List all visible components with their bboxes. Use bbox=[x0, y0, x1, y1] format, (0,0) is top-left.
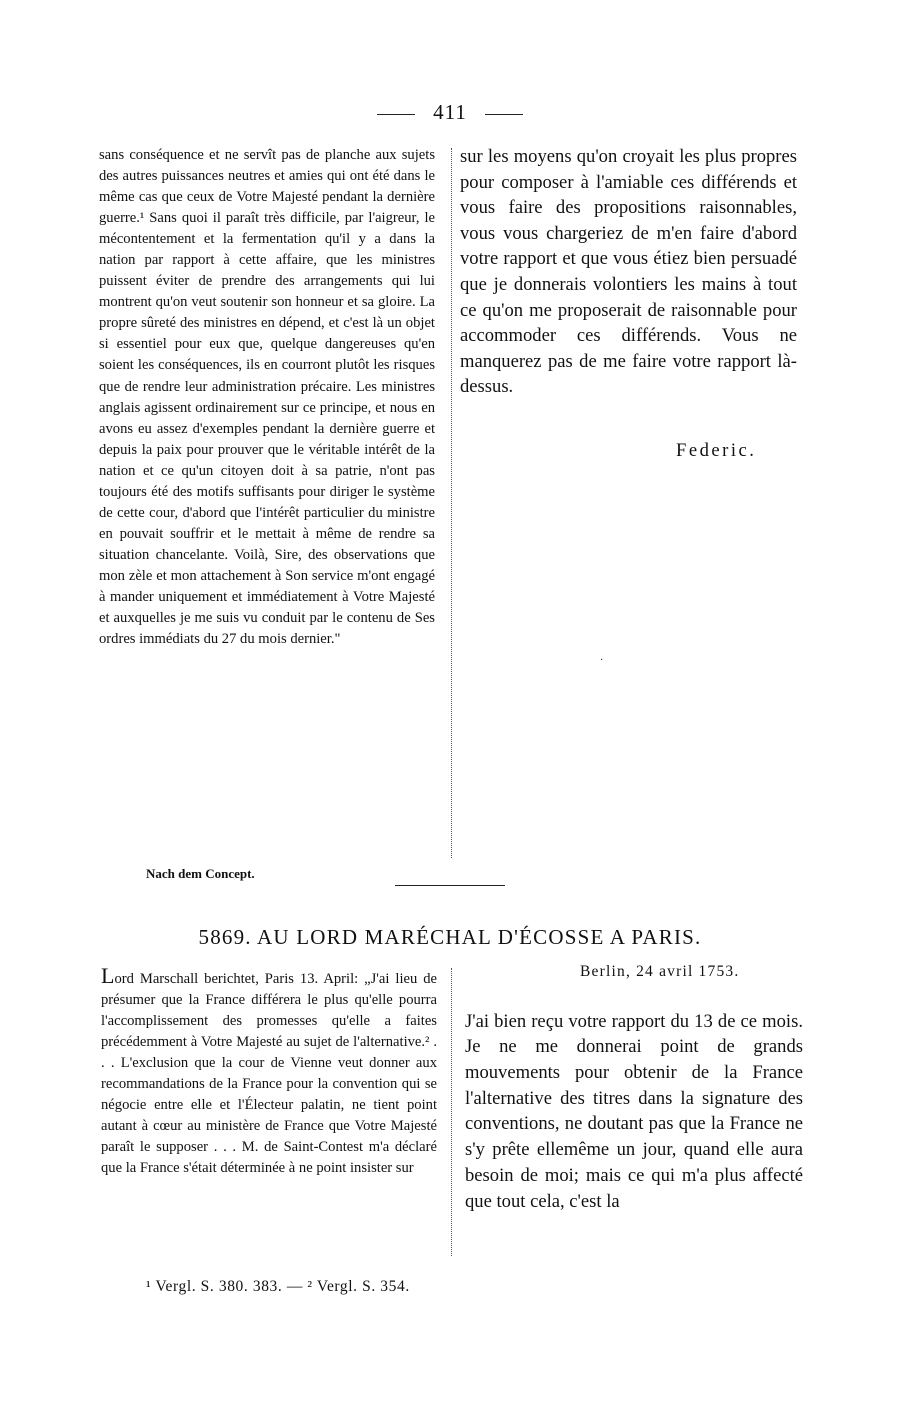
page-number-rule-right bbox=[485, 114, 523, 115]
report-left-column bbox=[101, 965, 437, 1179]
stray-mark: · bbox=[600, 655, 604, 666]
column-divider bbox=[451, 148, 452, 858]
page-number-text: 411 bbox=[433, 100, 467, 124]
dateline: Berlin, 24 avril 1753. bbox=[580, 963, 740, 980]
footnotes: ¹ Vergl. S. 380. 383. — ² Vergl. S. 354. bbox=[146, 1278, 410, 1295]
report-left-text: ord Marschall berichtet, Paris 13. April: „J'ai lieu de présumer que la France différera le plus qu'elle pourra l'accomplissement des promesses qu'elle a faites précédemment à Votre Majesté au sujet de l'alternative.² . . . L'exclusion que la cour de Vienne veut donner aux recommandations de la France pour la convention qui se négocie entre elle et l'Électeur palatin, ne tient point autant à cœur au ministère de France que Votre Majesté paraît le supposer . . . M. de Saint-Contest m'a déclaré que la France s'était déterminée à ne point insister sur bbox=[101, 971, 437, 1177]
letter-left-text: sans conséquence et ne servît pas de planche aux sujets des autres puissances neutres et amies qui ont été dans le même cas que ceux de Votre Majesté pendant la dernière guerre.¹ Sans quoi il paraît très difficile, par l'aigreur, le mécontentement et la fermentation qu'il y a dans la nation par rapport à cette affaire, que les ministres puissent éviter de prendre des arrangements qui lui montrent qu'on veut soutenir son honneur et sa gloire. La propre sûreté des ministres en dépend, et c'est là un objet si essentiel pour eux que, quelque dangereuses qu'en soient les conséquences, ils en courront plutôt les risques que de rendre leur administration précaire. Les ministres anglais agissent ordinairement sur ce principe, et nous en avons eu assez d'exemples pendant la dernière guerre et depuis la paix pour prouver que le véritable intérêt de la nation et ce qu'un citoyen doit à sa patrie, n'ont pas toujours été des motifs suffisants pour diriger le système de cette cour, d'abord que l'intérêt particulier du ministre en pouvait souffrir et le mettait à même de rendre sa situation chancelante. Voilà, Sire, des observations que mon zèle et mon attachement à Son service m'ont engagé à mander uniquement et immédiatement à Votre Majesté et auxquelles je me suis vu conduit par le contenu de Ses ordres immédiats du 27 du mois dernier." bbox=[99, 147, 435, 648]
source-note: Nach dem Concept. bbox=[146, 866, 255, 881]
letter-left-column bbox=[99, 145, 435, 650]
signature: Federic. bbox=[676, 440, 757, 461]
letter-right-text: sur les moyens qu'on croyait les plus propres pour composer à l'amiable ces différends et vous faire des propositions raisonnables, vous vous chargeriez de m'en faire d'abord votre rapport et que vous étiez bien persuadé que je donnerais volontiers les mains à tout ce qu'on me proposerait de raisonnable pour accommoder ces différends. Vous ne manquerez pas de me faire votre rapport là-dessus. bbox=[460, 146, 797, 398]
reply-right-column bbox=[465, 990, 803, 1233]
column-divider-2 bbox=[451, 968, 452, 1256]
section-rule bbox=[395, 885, 505, 886]
section-heading: 5869. AU LORD MARÉCHAL D'ÉCOSSE A PARIS. bbox=[198, 925, 702, 949]
dropcap: L bbox=[101, 963, 115, 988]
page-number bbox=[0, 100, 900, 125]
reply-right-text: J'ai bien reçu votre rapport du 13 de ce mois. Je ne me donnerai point de grands mouvements pour obtenir de la France l'alternative des titres dans la signature des conventions, ne doutant pas que la France ne s'y prête ellemême un jour, quand elle aura besoin de moi; mais ce qui m'a plus affecté que tout cela, c'est la bbox=[465, 1010, 803, 1212]
letter-right-column bbox=[460, 144, 797, 400]
page-number-rule-left bbox=[377, 114, 415, 115]
